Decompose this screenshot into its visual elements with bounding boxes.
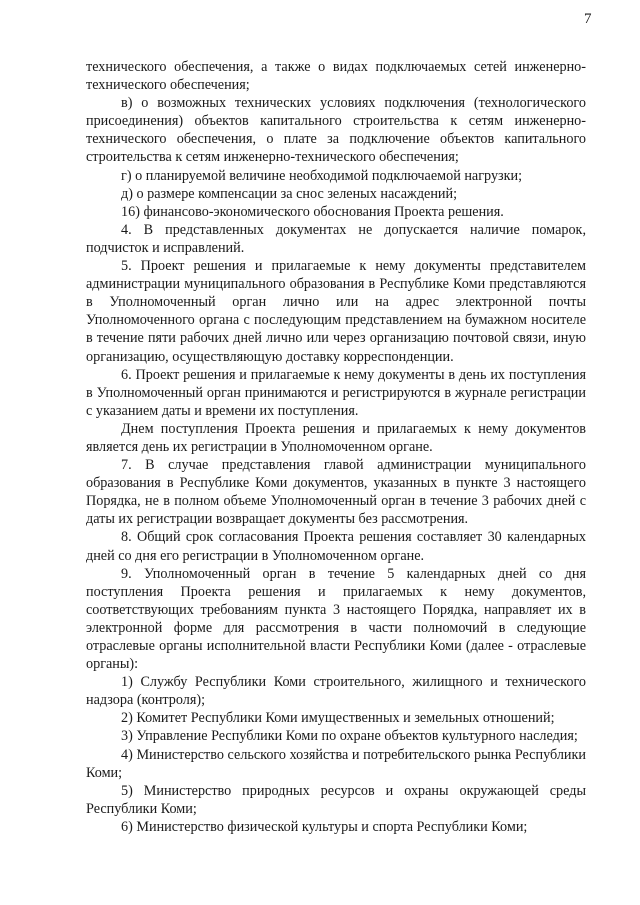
document-body — [86, 58, 586, 836]
paragraph-list-item-6: 6) Министерство физической культуры и спорта Республики Коми; — [121, 818, 528, 835]
paragraph-clause-8: 8. Общий срок согласования Проекта решения составляет 30 календарных дней со дня его регистрации в Уполномоченном органе. — [86, 529, 586, 564]
paragraph-item-16: 16) финансово-экономического обоснования Проекта решения. — [121, 203, 504, 220]
paragraph-list-item-4: 4) Министерство сельского хозяйства и потребительского рынка Республики Коми; — [86, 746, 586, 781]
paragraph-continuation: технического обеспечения, а также о видах подключаемых сетей инженерно-технического обеспечения; — [86, 59, 586, 94]
paragraph-list-item-3: 3) Управление Республики Коми по охране объектов культурного наследия; — [121, 728, 578, 745]
paragraph-receipt-day: Днем поступления Проекта решения и прилагаемых к нему документов является день их регистрации в Уполномоченном органе. — [86, 420, 586, 455]
paragraph-list-item-5: 5) Министерство природных ресурсов и охраны окружающей среды Республики Коми; — [86, 782, 586, 817]
paragraph-item-v: в) о возможных технических условиях подключения (технологического присоединения) объектов капитального строительства к сетям инженерно-технического обеспечения, о плате за подключение объектов капитального строительства к сетям инженерно-технического обеспечения; — [86, 95, 586, 166]
paragraph-clause-5: 5. Проект решения и прилагаемые к нему документы представителем администрации муниципального образования в Республике Коми представляются в Уполномоченный орган лично или на адрес электронной почты Уполномоченного органа с последующим представлением на бумажном носителе в течение пяти рабочих дней лично или через организацию почтовой связи, иную организацию, осуществляющую доставку корреспонденции. — [86, 258, 586, 365]
paragraph-item-d: д) о размере компенсации за снос зеленых насаждений; — [121, 185, 458, 202]
paragraph-list-item-2: 2) Комитет Республики Коми имущественных и земельных отношений; — [121, 710, 555, 727]
paragraph-clause-6: 6. Проект решения и прилагаемые к нему документы в день их поступления в Уполномоченный орган принимаются и регистрируются в журнале регистрации с указанием даты и времени их поступления. — [86, 366, 586, 419]
paragraph-item-g: г) о планируемой величине необходимой подключаемой нагрузки; — [121, 167, 523, 184]
paragraph-clause-9: 9. Уполномоченный орган в течение 5 календарных дней со дня поступления Проекта решения и прилагаемых к нему документов, соответствующих требованиям пункта 3 настоящего Порядка, направляет их в электронной форме для рассмотрения в части полномочий в следующие отраслевые органы исполнительной власти Республики Коми (далее - отраслевые органы): — [86, 565, 586, 673]
paragraph-clause-7: 7. В случае представления главой администрации муниципального образования в Республике Коми документов, указанных в пункте 3 настоящего Порядка, не в полном объеме Уполномоченный орган в течение 3 рабочих дней с даты их регистрации возвращает документы без рассмотрения. — [86, 457, 586, 528]
page-number: 7 — [584, 11, 592, 27]
paragraph-clause-4: 4. В представленных документах не допускается наличие помарок, подчисток и исправлений. — [86, 221, 586, 256]
paragraph-list-item-1: 1) Службу Республики Коми строительного, жилищного и технического надзора (контроля); — [86, 674, 586, 709]
